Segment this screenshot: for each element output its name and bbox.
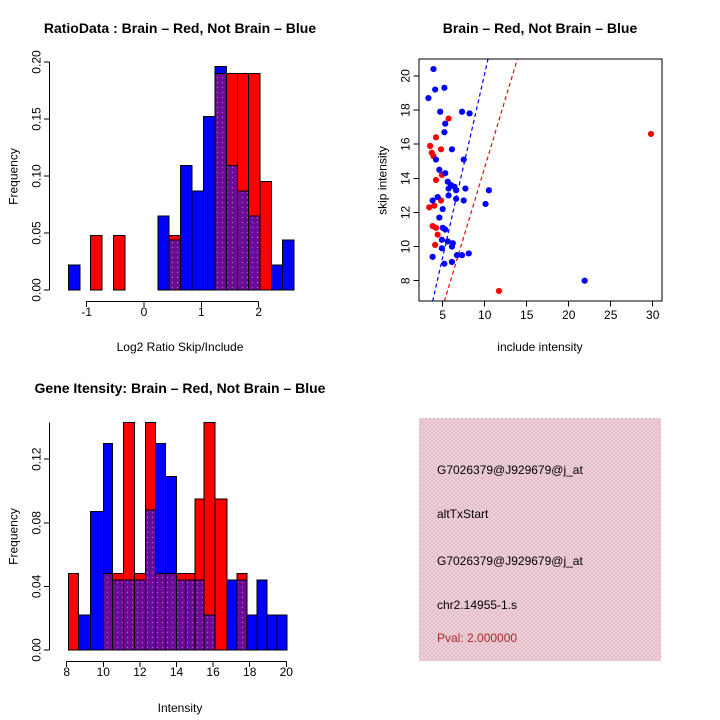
data-point-blue <box>459 252 465 258</box>
histogram-bar-blue <box>283 240 294 290</box>
data-point-blue <box>445 185 451 191</box>
data-point-red <box>433 134 439 140</box>
data-point-red <box>433 177 439 183</box>
histogram-bar-overlap <box>166 574 177 650</box>
y-tick-label: 0.12 <box>29 447 44 471</box>
data-point-blue <box>436 167 442 173</box>
data-point-blue <box>439 245 445 251</box>
scatter-title: Brain – Red, Not Brain – Blue <box>442 20 638 36</box>
gene-histogram-title: Gene Itensity: Brain – Red, Not Brain – Blue <box>34 380 326 396</box>
y-tick-label: 14 <box>398 171 413 185</box>
x-tick-label: 25 <box>604 308 618 323</box>
histogram-bar-blue <box>79 615 91 650</box>
data-point-blue <box>486 187 492 193</box>
histogram-bar-red <box>215 499 227 650</box>
histogram-bar-overlap <box>177 580 186 650</box>
data-point-blue <box>430 66 436 72</box>
ratio-histogram-title: RatioData : Brain – Red, Not Brain – Blue <box>43 20 317 36</box>
y-tick-label: 0.05 <box>29 221 44 245</box>
histogram-bar-overlap <box>215 73 226 290</box>
data-point-blue <box>441 129 447 135</box>
chromosome-line: chr2.14955-1.s <box>437 598 518 612</box>
histogram-bar-red <box>69 574 79 650</box>
data-point-blue <box>440 206 446 212</box>
data-point-blue <box>442 121 448 127</box>
x-tick-label: 30 <box>646 308 660 323</box>
data-point-blue <box>442 170 448 176</box>
data-point-blue <box>425 95 431 101</box>
data-point-blue <box>430 254 436 260</box>
histogram-bar-overlap <box>155 574 165 650</box>
y-tick-label: 10 <box>398 239 413 254</box>
x-tick-label: 20 <box>562 308 576 323</box>
histogram-bar-overlap <box>169 240 180 290</box>
y-tick-label: 0.20 <box>29 50 44 74</box>
histogram-bar-overlap <box>227 166 238 290</box>
probe-id-line: G7026379@J929679@j_at <box>437 463 583 477</box>
data-point-blue <box>439 237 445 243</box>
data-point-blue <box>461 197 467 203</box>
x-tick-label: 1 <box>197 305 205 320</box>
histogram-bar-overlap <box>237 191 248 290</box>
data-point-red <box>438 146 444 152</box>
histogram-bar-overlap <box>237 580 247 650</box>
data-point-blue <box>461 156 467 162</box>
panel-intensity-scatter <box>360 0 720 360</box>
data-point-red <box>496 288 502 294</box>
y-tick-label: 8 <box>398 277 413 285</box>
data-point-blue <box>449 244 455 250</box>
data-point-red <box>648 131 654 137</box>
data-point-blue <box>449 146 455 152</box>
info-box <box>419 418 661 661</box>
y-tick-label: 0.00 <box>29 278 44 302</box>
histogram-bar-overlap <box>112 580 123 650</box>
histogram-bar-blue <box>271 265 282 290</box>
histogram-bar-overlap <box>123 580 134 650</box>
ratio-histogram-plot <box>0 0 360 360</box>
x-tick-label: 8 <box>63 665 71 680</box>
histogram-bar-blue <box>257 580 267 650</box>
probe-id-line-2: G7026379@J929679@j_at <box>437 554 583 568</box>
x-tick-label: -1 <box>81 305 93 320</box>
histogram-bar-blue <box>267 615 277 650</box>
data-point-blue <box>582 278 588 284</box>
histogram-bar-overlap <box>186 580 195 650</box>
gene-histogram-ylabel: Frequency <box>6 508 21 565</box>
gene-histogram-xlabel: Intensity <box>157 701 203 715</box>
x-tick-label: 16 <box>206 665 220 680</box>
histogram-bar-overlap <box>134 580 145 650</box>
y-tick-label: 16 <box>398 137 413 151</box>
histogram-bar-blue <box>247 615 257 650</box>
y-tick-label: 0.00 <box>29 638 44 662</box>
data-point-blue <box>466 250 472 256</box>
histogram-bar-red <box>260 182 271 290</box>
data-point-blue <box>453 196 459 202</box>
histogram-bar-blue <box>277 615 287 650</box>
data-point-blue <box>430 197 436 203</box>
data-point-blue <box>462 185 468 191</box>
data-point-blue <box>445 192 451 198</box>
pval-line: Pval: 2.000000 <box>437 631 518 645</box>
histogram-bar-overlap <box>145 510 155 650</box>
data-point-blue <box>482 201 488 207</box>
x-tick-label: 10 <box>478 308 492 323</box>
x-tick-label: 5 <box>439 308 447 323</box>
y-tick-label: 12 <box>398 205 413 220</box>
data-point-blue <box>442 226 448 232</box>
data-point-blue <box>466 110 472 116</box>
x-tick-label: 12 <box>133 665 147 680</box>
data-point-blue <box>459 109 465 115</box>
data-point-red <box>432 242 438 248</box>
histogram-bar-blue <box>227 580 237 650</box>
histogram-bar-blue <box>68 265 79 290</box>
panel-gene-intensity-histogram <box>0 360 360 720</box>
data-point-blue <box>449 259 455 265</box>
histogram-bar-overlap <box>248 216 259 290</box>
y-tick-label: 18 <box>398 103 413 117</box>
data-point-blue <box>435 194 441 200</box>
data-point-red <box>433 225 439 231</box>
scatter-ylabel: skip intensity <box>375 146 390 215</box>
x-tick-label: 18 <box>243 665 257 680</box>
y-tick-label: 20 <box>398 69 413 83</box>
x-tick-label: 10 <box>96 665 110 680</box>
x-tick-label: 2 <box>255 305 263 320</box>
data-point-blue <box>433 156 439 162</box>
gene-histogram-plot <box>0 360 360 720</box>
x-tick-label: 20 <box>279 665 293 680</box>
data-point-blue <box>441 261 447 267</box>
data-point-blue <box>436 214 442 220</box>
y-tick-label: 0.08 <box>29 511 44 535</box>
histogram-bar-blue <box>192 191 203 290</box>
fit-line-blue <box>433 59 488 301</box>
x-tick-label: 15 <box>520 308 534 323</box>
data-point-blue <box>432 86 438 92</box>
y-tick-label: 0.10 <box>29 164 44 188</box>
scatter-xlabel: include intensity <box>497 340 583 354</box>
histogram-bar-blue <box>90 512 103 650</box>
ratio-histogram-ylabel: Frequency <box>6 148 21 205</box>
histogram-bar-overlap <box>204 615 215 650</box>
histogram-bar-red <box>114 235 125 290</box>
data-point-red <box>445 115 451 121</box>
panel-info <box>360 360 720 720</box>
data-point-red <box>435 232 441 238</box>
intensity-scatter-plot <box>360 0 720 360</box>
fit-line-red <box>444 59 517 301</box>
data-point-red <box>427 143 433 149</box>
ratio-histogram-xlabel: Log2 Ratio Skip/Include <box>116 340 244 354</box>
histogram-bar-red <box>91 235 102 290</box>
panel-ratio-histogram <box>0 0 360 360</box>
x-tick-label: 0 <box>140 305 148 320</box>
histogram-bar-overlap <box>195 580 204 650</box>
histogram-bar-blue <box>204 117 215 290</box>
x-tick-label: 14 <box>169 665 184 680</box>
y-tick-label: 0.04 <box>29 574 44 599</box>
event-type-line: altTxStart <box>437 507 489 521</box>
histogram-bar-overlap <box>103 574 112 650</box>
histogram-bar-blue <box>181 166 192 290</box>
y-tick-label: 0.15 <box>29 107 44 131</box>
data-point-blue <box>441 85 447 91</box>
data-point-blue <box>437 109 443 115</box>
data-point-blue <box>453 187 459 193</box>
histogram-bar-blue <box>158 216 169 290</box>
